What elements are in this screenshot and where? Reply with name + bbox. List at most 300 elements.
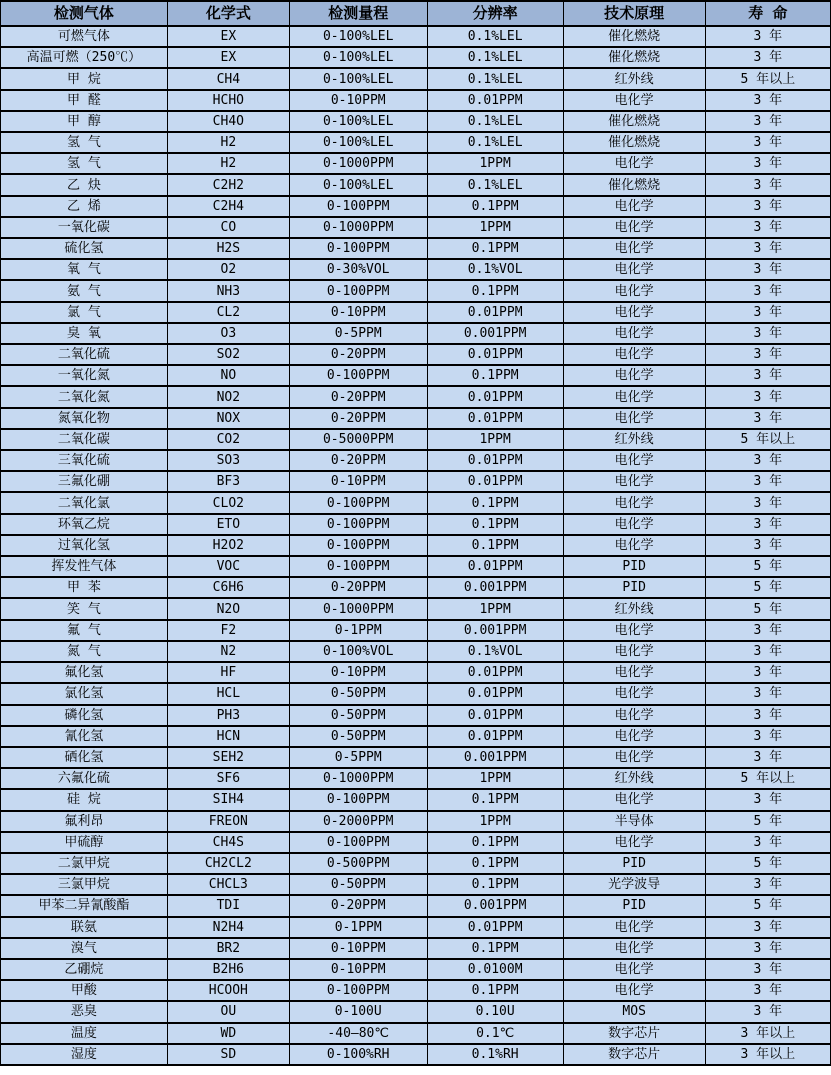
cell-gas-name: 笑 气	[1, 598, 168, 619]
cell-technical-principle: 催化燃烧	[563, 174, 705, 195]
cell-gas-name: 硅 烷	[1, 789, 168, 810]
column-header-formula: 化学式	[167, 1, 289, 26]
cell-chemical-formula: CH4O	[167, 111, 289, 132]
cell-technical-principle: 半导体	[563, 811, 705, 832]
table-row	[1, 259, 831, 280]
cell-detection-range: 0-20PPM	[289, 450, 427, 471]
cell-resolution: 0.01PPM	[427, 450, 563, 471]
cell-gas-name: 氯化氢	[1, 683, 168, 704]
table-row	[1, 662, 831, 683]
cell-detection-range: 0-500PPM	[289, 853, 427, 874]
cell-technical-principle: 电化学	[563, 196, 705, 217]
cell-gas-name: 甲苯二异氰酸酯	[1, 895, 168, 916]
cell-technical-principle: 电化学	[563, 683, 705, 704]
cell-technical-principle: 电化学	[563, 980, 705, 1001]
cell-chemical-formula: CO	[167, 217, 289, 238]
cell-lifespan: 3 年	[705, 514, 830, 535]
cell-lifespan: 3 年	[705, 47, 830, 68]
cell-detection-range: 0-100PPM	[289, 365, 427, 386]
cell-detection-range: 0-20PPM	[289, 577, 427, 598]
cell-technical-principle: 电化学	[563, 938, 705, 959]
table-row	[1, 471, 831, 492]
cell-lifespan: 3 年	[705, 323, 830, 344]
table-row	[1, 1023, 831, 1044]
cell-detection-range: 0-100PPM	[289, 832, 427, 853]
cell-chemical-formula: H2	[167, 132, 289, 153]
cell-technical-principle: 电化学	[563, 917, 705, 938]
cell-technical-principle: 电化学	[563, 450, 705, 471]
table-row	[1, 450, 831, 471]
table-row	[1, 47, 831, 68]
cell-lifespan: 3 年	[705, 386, 830, 407]
cell-resolution: 0.001PPM	[427, 620, 563, 641]
cell-technical-principle: PID	[563, 556, 705, 577]
cell-chemical-formula: BR2	[167, 938, 289, 959]
cell-chemical-formula: H2O2	[167, 535, 289, 556]
header-row	[1, 1, 831, 26]
cell-lifespan: 3 年	[705, 726, 830, 747]
cell-resolution: 0.1PPM	[427, 365, 563, 386]
cell-chemical-formula: NOX	[167, 408, 289, 429]
table-row	[1, 323, 831, 344]
cell-gas-name: 联氨	[1, 917, 168, 938]
cell-resolution: 0.1%RH	[427, 1044, 563, 1065]
cell-detection-range: 0-10PPM	[289, 662, 427, 683]
table-row	[1, 153, 831, 174]
table-row	[1, 90, 831, 111]
cell-gas-name: 溴气	[1, 938, 168, 959]
cell-detection-range: 0-100PPM	[289, 980, 427, 1001]
table-row	[1, 535, 831, 556]
cell-lifespan: 5 年以上	[705, 429, 830, 450]
cell-resolution: 0.1PPM	[427, 789, 563, 810]
cell-detection-range: 0-1PPM	[289, 917, 427, 938]
cell-gas-name: 氰化氢	[1, 726, 168, 747]
cell-lifespan: 3 年	[705, 620, 830, 641]
table-row	[1, 386, 831, 407]
cell-resolution: 0.1PPM	[427, 874, 563, 895]
cell-lifespan: 5 年	[705, 895, 830, 916]
cell-technical-principle: 电化学	[563, 471, 705, 492]
cell-resolution: 0.01PPM	[427, 556, 563, 577]
cell-technical-principle: 催化燃烧	[563, 26, 705, 47]
cell-lifespan: 3 年	[705, 408, 830, 429]
table-row	[1, 365, 831, 386]
cell-chemical-formula: CH4	[167, 68, 289, 89]
cell-technical-principle: MOS	[563, 1001, 705, 1022]
cell-chemical-formula: EX	[167, 26, 289, 47]
cell-resolution: 1PPM	[427, 811, 563, 832]
cell-gas-name: 二氧化硫	[1, 344, 168, 365]
cell-detection-range: 0-100%LEL	[289, 174, 427, 195]
table-row	[1, 726, 831, 747]
cell-chemical-formula: NH3	[167, 280, 289, 301]
table-row	[1, 238, 831, 259]
cell-resolution: 0.1%LEL	[427, 47, 563, 68]
cell-lifespan: 3 年	[705, 789, 830, 810]
cell-detection-range: 0-20PPM	[289, 386, 427, 407]
cell-lifespan: 3 年	[705, 705, 830, 726]
table-row	[1, 959, 831, 980]
cell-detection-range: 0-100U	[289, 1001, 427, 1022]
cell-gas-name: 氨 气	[1, 280, 168, 301]
cell-detection-range: 0-100PPM	[289, 556, 427, 577]
cell-lifespan: 3 年	[705, 832, 830, 853]
cell-lifespan: 5 年	[705, 556, 830, 577]
cell-detection-range: 0-100PPM	[289, 492, 427, 513]
cell-lifespan: 5 年以上	[705, 68, 830, 89]
cell-chemical-formula: SD	[167, 1044, 289, 1065]
cell-resolution: 0.0100M	[427, 959, 563, 980]
cell-chemical-formula: H2S	[167, 238, 289, 259]
cell-detection-range: 0-100PPM	[289, 789, 427, 810]
cell-gas-name: 三氧化硫	[1, 450, 168, 471]
cell-detection-range: 0-1PPM	[289, 620, 427, 641]
cell-resolution: 1PPM	[427, 153, 563, 174]
cell-detection-range: 0-100%LEL	[289, 26, 427, 47]
cell-lifespan: 3 年	[705, 90, 830, 111]
cell-chemical-formula: CL2	[167, 302, 289, 323]
cell-chemical-formula: HF	[167, 662, 289, 683]
cell-resolution: 0.1PPM	[427, 832, 563, 853]
cell-chemical-formula: WD	[167, 1023, 289, 1044]
cell-technical-principle: PID	[563, 853, 705, 874]
cell-detection-range: 0-100%LEL	[289, 111, 427, 132]
cell-resolution: 0.1%LEL	[427, 68, 563, 89]
table-row	[1, 683, 831, 704]
table-row	[1, 344, 831, 365]
cell-resolution: 0.01PPM	[427, 344, 563, 365]
cell-chemical-formula: CH2CL2	[167, 853, 289, 874]
cell-lifespan: 3 年	[705, 662, 830, 683]
cell-gas-name: 硒化氢	[1, 747, 168, 768]
cell-chemical-formula: B2H6	[167, 959, 289, 980]
cell-gas-name: 乙 烯	[1, 196, 168, 217]
cell-lifespan: 5 年	[705, 577, 830, 598]
cell-chemical-formula: SO3	[167, 450, 289, 471]
cell-gas-name: 恶臭	[1, 1001, 168, 1022]
cell-lifespan: 3 年	[705, 492, 830, 513]
cell-chemical-formula: C2H4	[167, 196, 289, 217]
cell-gas-name: 三氟化硼	[1, 471, 168, 492]
cell-technical-principle: 电化学	[563, 365, 705, 386]
cell-lifespan: 5 年	[705, 811, 830, 832]
cell-detection-range: -40—80℃	[289, 1023, 427, 1044]
cell-detection-range: 0-100%LEL	[289, 47, 427, 68]
table-row	[1, 132, 831, 153]
cell-chemical-formula: N2H4	[167, 917, 289, 938]
cell-technical-principle: 催化燃烧	[563, 111, 705, 132]
table-row	[1, 853, 831, 874]
column-header-range: 检测量程	[289, 1, 427, 26]
cell-technical-principle: 电化学	[563, 90, 705, 111]
cell-gas-name: 二氧化氮	[1, 386, 168, 407]
cell-detection-range: 0-10PPM	[289, 938, 427, 959]
cell-gas-name: 甲 苯	[1, 577, 168, 598]
cell-technical-principle: PID	[563, 577, 705, 598]
column-header-lifespan: 寿 命	[705, 1, 830, 26]
cell-resolution: 0.01PPM	[427, 683, 563, 704]
cell-chemical-formula: SO2	[167, 344, 289, 365]
table-row	[1, 1044, 831, 1065]
table-row	[1, 408, 831, 429]
cell-technical-principle: 电化学	[563, 238, 705, 259]
cell-gas-name: 硫化氢	[1, 238, 168, 259]
cell-gas-name: 氟化氢	[1, 662, 168, 683]
cell-lifespan: 3 年	[705, 917, 830, 938]
table-body	[1, 26, 831, 1065]
cell-detection-range: 0-5000PPM	[289, 429, 427, 450]
table-row	[1, 217, 831, 238]
cell-lifespan: 3 年	[705, 259, 830, 280]
cell-resolution: 0.1PPM	[427, 980, 563, 1001]
cell-lifespan: 3 年	[705, 683, 830, 704]
cell-resolution: 0.001PPM	[427, 747, 563, 768]
cell-chemical-formula: CH4S	[167, 832, 289, 853]
cell-detection-range: 0-1000PPM	[289, 598, 427, 619]
cell-gas-name: 六氟化硫	[1, 768, 168, 789]
cell-lifespan: 3 年	[705, 302, 830, 323]
cell-chemical-formula: OU	[167, 1001, 289, 1022]
cell-chemical-formula: PH3	[167, 705, 289, 726]
cell-technical-principle: 电化学	[563, 959, 705, 980]
cell-lifespan: 3 年	[705, 471, 830, 492]
cell-chemical-formula: SIH4	[167, 789, 289, 810]
table-row	[1, 280, 831, 301]
cell-resolution: 1PPM	[427, 598, 563, 619]
cell-resolution: 0.01PPM	[427, 90, 563, 111]
cell-technical-principle: 红外线	[563, 68, 705, 89]
cell-gas-name: 氟利昂	[1, 811, 168, 832]
cell-technical-principle: 电化学	[563, 535, 705, 556]
cell-resolution: 0.1℃	[427, 1023, 563, 1044]
cell-detection-range: 0-1000PPM	[289, 768, 427, 789]
cell-resolution: 0.1%LEL	[427, 132, 563, 153]
cell-resolution: 0.1PPM	[427, 196, 563, 217]
cell-resolution: 0.01PPM	[427, 302, 563, 323]
cell-chemical-formula: H2	[167, 153, 289, 174]
cell-chemical-formula: N2O	[167, 598, 289, 619]
cell-detection-range: 0-20PPM	[289, 408, 427, 429]
cell-resolution: 0.001PPM	[427, 577, 563, 598]
cell-technical-principle: 催化燃烧	[563, 47, 705, 68]
cell-lifespan: 3 年	[705, 1001, 830, 1022]
cell-lifespan: 3 年	[705, 174, 830, 195]
cell-gas-name: 二氧化碳	[1, 429, 168, 450]
cell-resolution: 1PPM	[427, 768, 563, 789]
cell-technical-principle: 电化学	[563, 386, 705, 407]
table-row	[1, 1001, 831, 1022]
cell-chemical-formula: O2	[167, 259, 289, 280]
cell-gas-name: 湿度	[1, 1044, 168, 1065]
cell-resolution: 0.001PPM	[427, 895, 563, 916]
cell-resolution: 0.01PPM	[427, 408, 563, 429]
cell-lifespan: 3 年	[705, 959, 830, 980]
cell-chemical-formula: FREON	[167, 811, 289, 832]
cell-gas-name: 环氧乙烷	[1, 514, 168, 535]
table-row	[1, 68, 831, 89]
cell-lifespan: 3 年	[705, 450, 830, 471]
cell-gas-name: 甲 醇	[1, 111, 168, 132]
column-header-principle: 技术原理	[563, 1, 705, 26]
column-header-resolution: 分辨率	[427, 1, 563, 26]
cell-resolution: 0.1%VOL	[427, 641, 563, 662]
cell-chemical-formula: N2	[167, 641, 289, 662]
cell-gas-name: 一氧化氮	[1, 365, 168, 386]
cell-technical-principle: 电化学	[563, 302, 705, 323]
cell-chemical-formula: NO2	[167, 386, 289, 407]
cell-detection-range: 0-50PPM	[289, 683, 427, 704]
table-row	[1, 811, 831, 832]
cell-gas-name: 过氧化氢	[1, 535, 168, 556]
cell-resolution: 0.1PPM	[427, 492, 563, 513]
cell-resolution: 0.1%LEL	[427, 174, 563, 195]
cell-lifespan: 3 年	[705, 111, 830, 132]
cell-chemical-formula: C2H2	[167, 174, 289, 195]
cell-chemical-formula: CO2	[167, 429, 289, 450]
cell-detection-range: 0-100%VOL	[289, 641, 427, 662]
cell-lifespan: 3 年	[705, 535, 830, 556]
cell-detection-range: 0-2000PPM	[289, 811, 427, 832]
cell-chemical-formula: HCL	[167, 683, 289, 704]
table-row	[1, 641, 831, 662]
cell-technical-principle: 电化学	[563, 832, 705, 853]
cell-technical-principle: 电化学	[563, 323, 705, 344]
table-row	[1, 196, 831, 217]
cell-gas-name: 氯 气	[1, 302, 168, 323]
cell-gas-name: 氢 气	[1, 153, 168, 174]
table-row	[1, 577, 831, 598]
cell-chemical-formula: SEH2	[167, 747, 289, 768]
cell-resolution: 0.01PPM	[427, 662, 563, 683]
cell-lifespan: 3 年	[705, 641, 830, 662]
cell-detection-range: 0-30%VOL	[289, 259, 427, 280]
cell-chemical-formula: EX	[167, 47, 289, 68]
cell-detection-range: 0-100%LEL	[289, 68, 427, 89]
table-row	[1, 26, 831, 47]
cell-technical-principle: 电化学	[563, 408, 705, 429]
cell-lifespan: 3 年	[705, 747, 830, 768]
cell-detection-range: 0-100PPM	[289, 196, 427, 217]
cell-gas-name: 二氧化氯	[1, 492, 168, 513]
cell-gas-name: 一氧化碳	[1, 217, 168, 238]
cell-resolution: 0.1%VOL	[427, 259, 563, 280]
table-row	[1, 768, 831, 789]
cell-lifespan: 5 年以上	[705, 768, 830, 789]
cell-detection-range: 0-10PPM	[289, 471, 427, 492]
cell-detection-range: 0-10PPM	[289, 90, 427, 111]
cell-lifespan: 3 年	[705, 217, 830, 238]
cell-resolution: 0.01PPM	[427, 726, 563, 747]
cell-lifespan: 3 年	[705, 365, 830, 386]
cell-technical-principle: 红外线	[563, 598, 705, 619]
table-row	[1, 302, 831, 323]
cell-resolution: 0.001PPM	[427, 323, 563, 344]
cell-resolution: 0.01PPM	[427, 471, 563, 492]
cell-detection-range: 0-100PPM	[289, 280, 427, 301]
cell-gas-name: 乙 炔	[1, 174, 168, 195]
table-row	[1, 598, 831, 619]
cell-technical-principle: 电化学	[563, 641, 705, 662]
cell-technical-principle: 电化学	[563, 705, 705, 726]
cell-gas-name: 氮氧化物	[1, 408, 168, 429]
cell-technical-principle: 电化学	[563, 726, 705, 747]
table-row	[1, 895, 831, 916]
cell-technical-principle: 电化学	[563, 217, 705, 238]
cell-technical-principle: 电化学	[563, 514, 705, 535]
table-row	[1, 492, 831, 513]
cell-technical-principle: 电化学	[563, 492, 705, 513]
cell-gas-name: 氮 气	[1, 641, 168, 662]
table-row	[1, 514, 831, 535]
cell-detection-range: 0-100PPM	[289, 238, 427, 259]
cell-technical-principle: 电化学	[563, 153, 705, 174]
cell-gas-name: 氟 气	[1, 620, 168, 641]
column-header-gas: 检测气体	[1, 1, 168, 26]
cell-chemical-formula: F2	[167, 620, 289, 641]
cell-lifespan: 3 年	[705, 344, 830, 365]
cell-lifespan: 3 年	[705, 980, 830, 1001]
cell-lifespan: 3 年	[705, 153, 830, 174]
cell-chemical-formula: HCN	[167, 726, 289, 747]
cell-detection-range: 0-10PPM	[289, 302, 427, 323]
cell-resolution: 0.1PPM	[427, 535, 563, 556]
cell-detection-range: 0-10PPM	[289, 959, 427, 980]
cell-resolution: 0.10U	[427, 1001, 563, 1022]
cell-technical-principle: 电化学	[563, 747, 705, 768]
table-row	[1, 556, 831, 577]
cell-technical-principle: 电化学	[563, 259, 705, 280]
cell-detection-range: 0-50PPM	[289, 705, 427, 726]
table-row	[1, 747, 831, 768]
table-row	[1, 917, 831, 938]
cell-detection-range: 0-1000PPM	[289, 153, 427, 174]
cell-chemical-formula: VOC	[167, 556, 289, 577]
cell-detection-range: 0-1000PPM	[289, 217, 427, 238]
cell-chemical-formula: HCOOH	[167, 980, 289, 1001]
cell-gas-name: 挥发性气体	[1, 556, 168, 577]
cell-chemical-formula: SF6	[167, 768, 289, 789]
cell-lifespan: 3 年	[705, 874, 830, 895]
table-row	[1, 980, 831, 1001]
cell-chemical-formula: O3	[167, 323, 289, 344]
cell-gas-name: 甲 烷	[1, 68, 168, 89]
cell-resolution: 0.01PPM	[427, 917, 563, 938]
cell-lifespan: 3 年	[705, 280, 830, 301]
table-row	[1, 705, 831, 726]
cell-resolution: 0.01PPM	[427, 705, 563, 726]
cell-resolution: 0.1PPM	[427, 514, 563, 535]
cell-lifespan: 3 年	[705, 196, 830, 217]
cell-lifespan: 3 年以上	[705, 1023, 830, 1044]
cell-resolution: 0.1PPM	[427, 238, 563, 259]
cell-chemical-formula: CLO2	[167, 492, 289, 513]
cell-technical-principle: 红外线	[563, 768, 705, 789]
table-header	[1, 1, 831, 26]
cell-resolution: 1PPM	[427, 217, 563, 238]
cell-gas-name: 磷化氢	[1, 705, 168, 726]
cell-detection-range: 0-100PPM	[289, 514, 427, 535]
cell-technical-principle: 电化学	[563, 620, 705, 641]
cell-detection-range: 0-20PPM	[289, 344, 427, 365]
cell-technical-principle: 数字芯片	[563, 1023, 705, 1044]
table-row	[1, 429, 831, 450]
cell-gas-name: 甲 醛	[1, 90, 168, 111]
cell-detection-range: 0-100PPM	[289, 535, 427, 556]
table-row	[1, 620, 831, 641]
cell-technical-principle: 电化学	[563, 662, 705, 683]
cell-resolution: 0.1PPM	[427, 938, 563, 959]
